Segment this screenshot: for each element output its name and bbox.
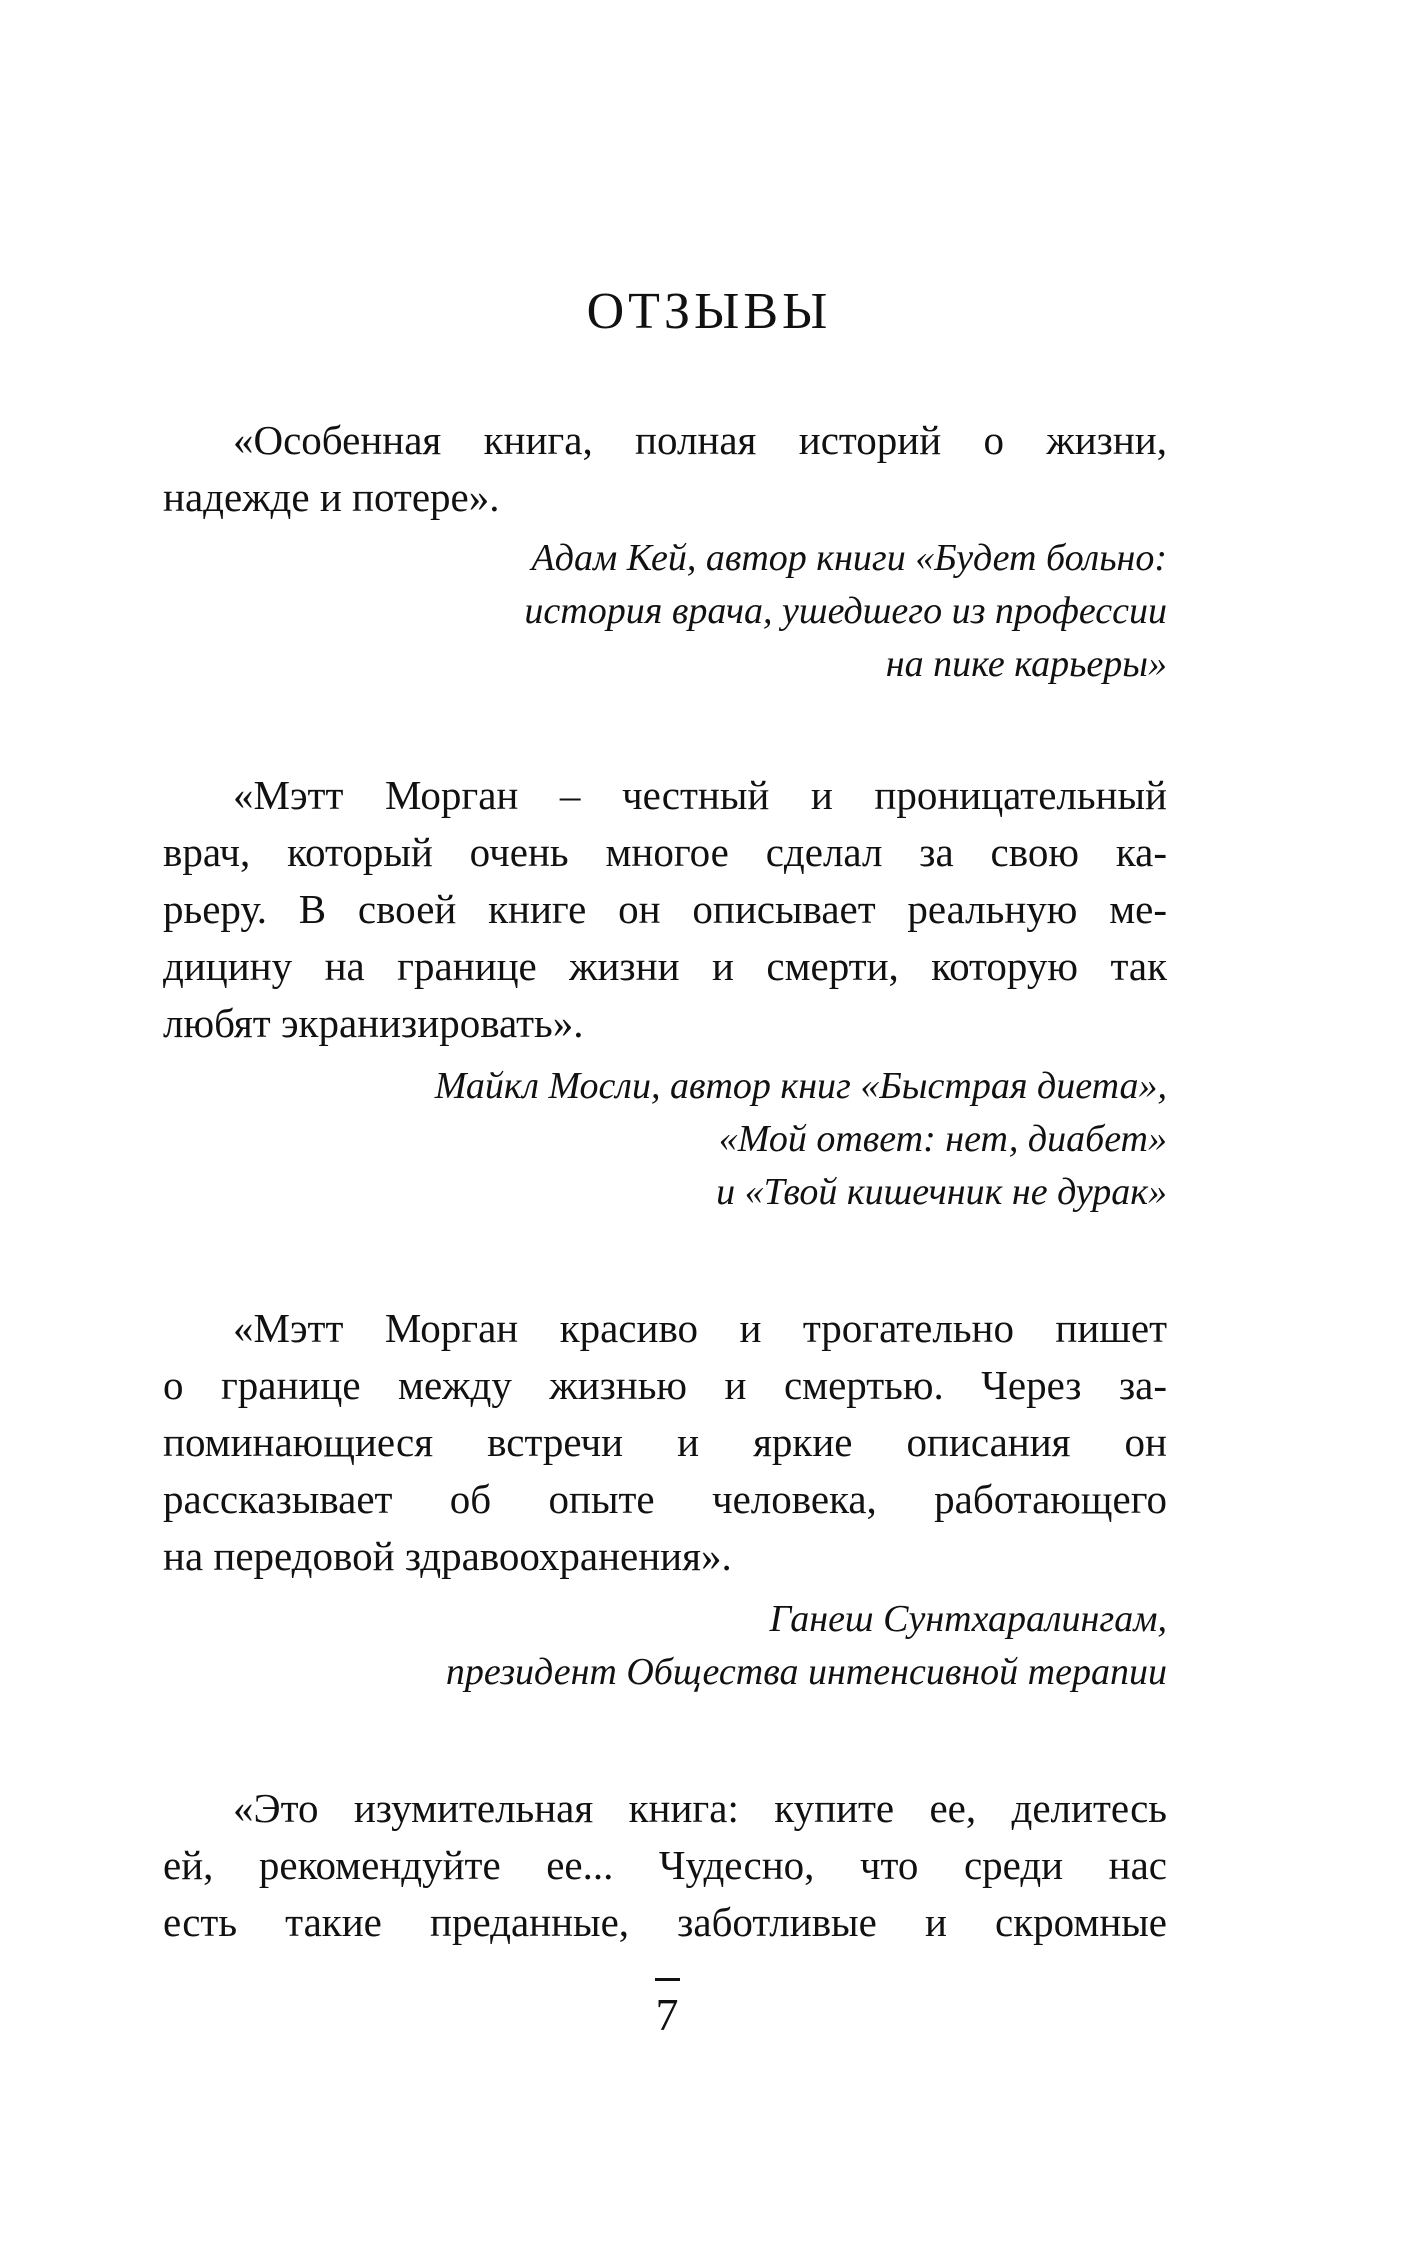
quote-line: дицину на границе жизни и смерти, которую так [163,943,1167,989]
quote-line: о границе между жизнью и смертью. Через за- [163,1362,1167,1408]
page-number: 7 [655,1989,679,2040]
quote-line: врач, который очень многое сделал за свою ка- [163,829,1167,875]
quote-line: «Это изумительная книга: купите ее, делитесь [233,1785,1167,1831]
review-quote [163,1780,1167,1951]
page-title: ОТЗЫВЫ [586,283,832,340]
review-quote [163,412,1167,526]
quote-line: «Мэтт Морган красиво и трогательно пишет [233,1305,1167,1351]
attribution-line: Ганеш Сунтхаралингам, [769,1598,1167,1640]
review-4 [163,1780,1167,1951]
page-number-dash [655,1978,680,1981]
page-number-block [0,1978,1418,2045]
quote-line: «Особенная книга, полная историй о жизни, [233,417,1167,463]
quote-line: надежде и потере». [163,474,500,520]
attribution-line: президент Общества интенсивной терапии [445,1651,1167,1693]
quote-line: рьеру. В своей книге он описывает реальную ме- [163,886,1167,932]
quote-line: «Мэтт Морган – честный и проницательный [233,772,1167,818]
review-2 [163,767,1167,1219]
attribution-line: «Мой ответ: нет, диабет» [718,1118,1167,1160]
review-attribution [163,1060,1167,1219]
quote-line: ей, рекомендуйте ее... Чудесно, что среди нас [163,1842,1167,1888]
review-attribution [163,532,1167,691]
attribution-line: Адам Кей, автор книги «Будет больно: [531,537,1167,579]
attribution-line: и «Твой кишечник не дурак» [716,1171,1167,1213]
review-quote [163,767,1167,1052]
attribution-line: на пике карьеры» [885,643,1167,685]
attribution-line: Майкл Мосли, автор книг «Быстрая диета», [434,1065,1167,1107]
review-quote [163,1300,1167,1585]
review-attribution [163,1593,1167,1699]
quote-line: любят экранизировать». [163,1000,584,1046]
review-3 [163,1300,1167,1699]
quote-line: рассказывает об опыте человека, работающего [163,1476,1167,1522]
attribution-line: история врача, ушедшего из профессии [524,590,1167,632]
review-1 [163,412,1167,691]
quote-line: на передовой здравоохранения». [163,1533,732,1579]
quote-line: поминающиеся встречи и яркие описания он [163,1419,1167,1465]
quote-line: есть такие преданные, заботливые и скромные [163,1899,1167,1945]
